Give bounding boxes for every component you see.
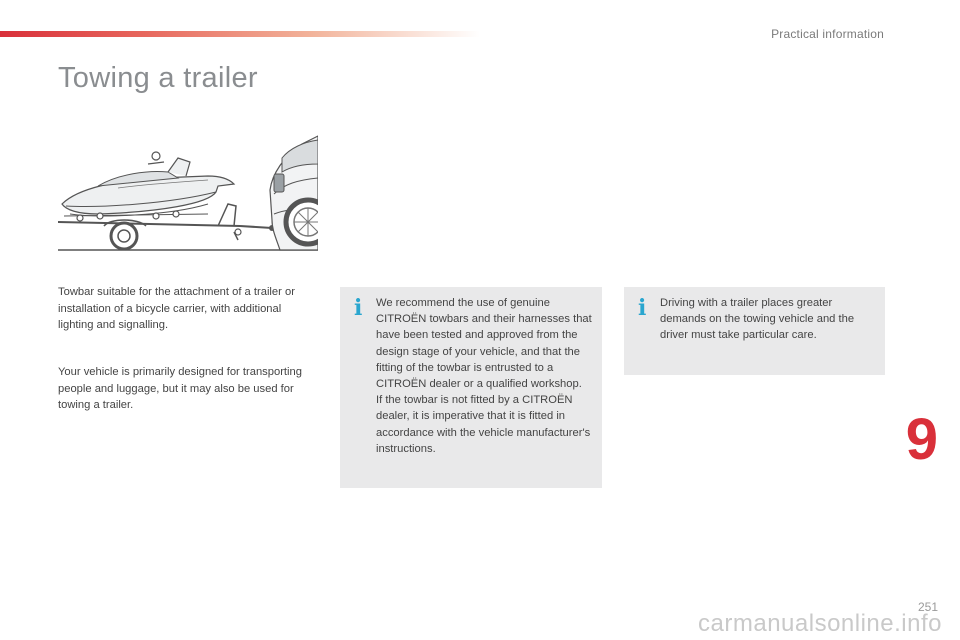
car-towing-jetski-trailer-icon — [58, 134, 318, 254]
info-box-text-2: If the towbar is not fitted by a CITROËN dealer, it is imperative that it is fitted in accordance with the vehicle manufacturer's instructions. — [376, 394, 591, 455]
page-title: Towing a trailer — [58, 62, 258, 94]
intro-paragraph-1: Towbar suitable for the attachment of a trailer or installation of a bicycle carrier, with additional lighting and signalling. — [58, 286, 295, 331]
info-box-driving — [624, 287, 885, 375]
intro-paragraph-2: Your vehicle is primarily designed for transporting people and luggage, but it may also be used for towing a trailer. — [58, 366, 302, 411]
chapter-number: 9 — [905, 407, 938, 472]
info-box-text-1: We recommend the use of genuine CITROËN towbars and their harnesses that have been tested and approved from the design stage of your vehicle, and that the fitting of the towbar is entrusted to a CITROËN dealer or a qualified workshop. — [376, 297, 592, 391]
info-icon: i — [354, 295, 363, 321]
info-icon: i — [638, 295, 647, 321]
info-box-towbar — [340, 287, 602, 488]
info-box-text — [376, 295, 598, 457]
watermark: carmanualsonline.info — [698, 610, 942, 637]
section-label: Practical information — [771, 27, 884, 41]
header-accent-bar — [0, 31, 480, 37]
info-box-text — [660, 295, 878, 344]
info-box-text-1: Driving with a trailer places greater demands on the towing vehicle and the driver must take particular care. — [660, 297, 855, 342]
page-number: 251 — [917, 600, 938, 614]
